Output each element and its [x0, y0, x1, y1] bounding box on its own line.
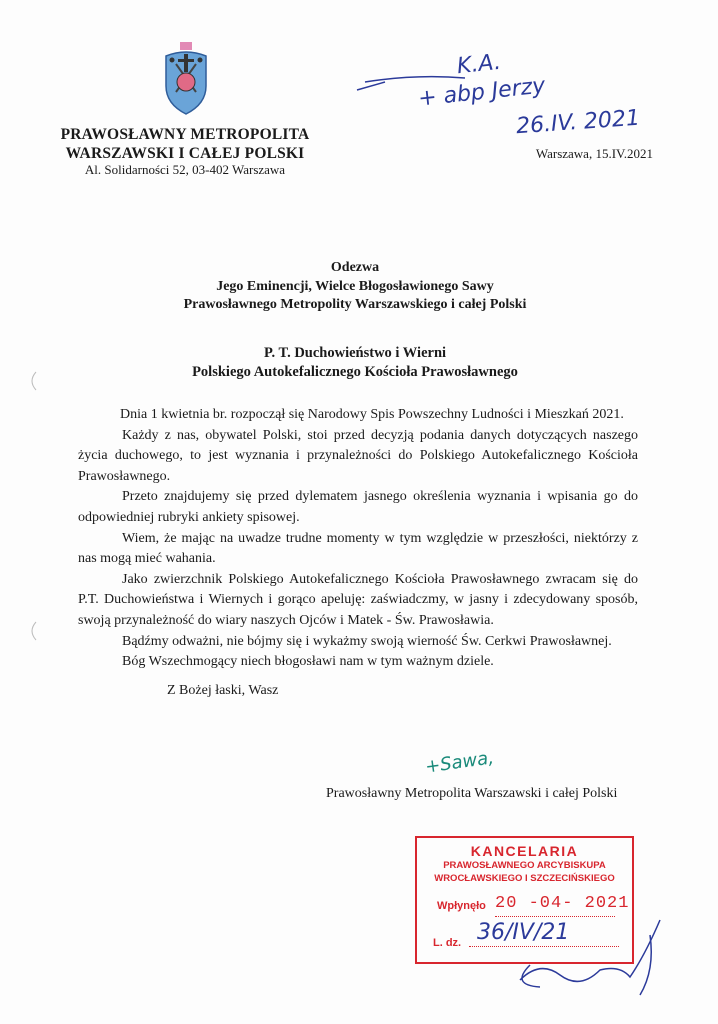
body-paragraph: Dnia 1 kwietnia br. rozpoczął się Narodowy Spis Powszechny Ludności i Mieszkań 2021.: [120, 407, 624, 422]
body-paragraph: Przeto znajdujemy się przed dylematem jasnego określenia wyznania i wpisania go do odpowiedniej rubryki ankiety spisowej.: [78, 489, 638, 525]
letterhead-title-line1: PRAWOSŁAWNY METROPOLITA: [60, 126, 310, 143]
body-paragraph: Wiem, że mając na uwadze trudne momenty w tym względzie w przeszłości, niektórzy z nas mogą mieć wahania.: [78, 530, 638, 567]
letterhead-title-line2: WARSZAWSKI I CAŁEJ POLSKI: [65, 145, 305, 162]
letterhead-title: [40, 125, 330, 163]
handwritten-date: 26.IV. 2021: [515, 105, 641, 140]
handwritten-resolution: + abp Jerzy: [417, 73, 547, 112]
church-crest-icon: [160, 42, 212, 118]
body-paragraph: Bądźmy odważni, nie bójmy się i wykażmy swoją wierność Św. Cerkwi Prawosławnej.: [122, 633, 612, 649]
margin-mark: [28, 370, 38, 392]
stamp-number-label: L. dz.: [433, 937, 462, 949]
closing-salutation: Z Bożej łaski, Wasz: [167, 683, 279, 698]
stamp-office-name: KANCELARIA: [470, 843, 579, 859]
stamp-received-label: Wpłynęło: [437, 900, 486, 912]
addressee-heading: [60, 344, 650, 381]
appeal-author-line: Jego Eminencji, Wielce Błogosławionego Sawy: [216, 278, 494, 294]
body-paragraph: Jako zwierzchnik Polskiego Autokefalicznego Kościoła Prawosławnego zwracam się do P.T. Duchowieństwa i Wiernych i gorąco apeluję: zaświadczmy, w jasny i zdecydowany sposób, swoją przynależność do wiary naszych Ojców i Matek - Św. Prawosławia.: [78, 571, 638, 628]
handwritten-initials: K.A.: [455, 49, 503, 80]
addressee-line2: Polskiego Autokefalicznego Kościoła Prawosławnego: [192, 363, 518, 380]
stamp-line2: PRAWOSŁAWNEGO ARCYBISKUPA: [443, 860, 606, 871]
appeal-title: Odezwa: [330, 260, 380, 275]
margin-mark: [28, 620, 38, 642]
signatory-title: Prawosławny Metropolita Warszawski i całej Polski: [326, 786, 618, 801]
body-paragraph: Bóg Wszechmogący niech błogosławi nam w tym ważnym dziele.: [122, 654, 494, 670]
stamp-received-date: 20 -04- 2021: [495, 894, 630, 913]
place-and-date: Warszawa, 15.IV.2021: [535, 146, 653, 161]
appeal-heading: [60, 259, 650, 315]
body-paragraph: Każdy z nas, obywatel Polski, stoi przed decyzją podania danych dotyczących naszego życia duchowego, to jest wyznania i przynależności do Polskiego Autokefalicznego Kościoła Prawosławnego.: [78, 427, 638, 484]
stamp-number-value: 36/IV/21: [477, 920, 570, 945]
addressee-line1: P. T. Duchowieństwo i Wierni: [263, 345, 447, 361]
letterhead-address: Al. Solidarności 52, 03-402 Warszawa: [84, 162, 286, 177]
handwritten-signature-scribble: [500, 915, 680, 1000]
stamp-line3: WROCŁAWSKIEGO I SZCZECIŃSKIEGO: [434, 873, 615, 884]
handwritten-signature: +Sawa,: [423, 747, 496, 778]
appeal-author-title: Prawosławnego Metropolity Warszawskiego i całej Polski: [183, 297, 527, 312]
letter-body: [78, 405, 638, 673]
